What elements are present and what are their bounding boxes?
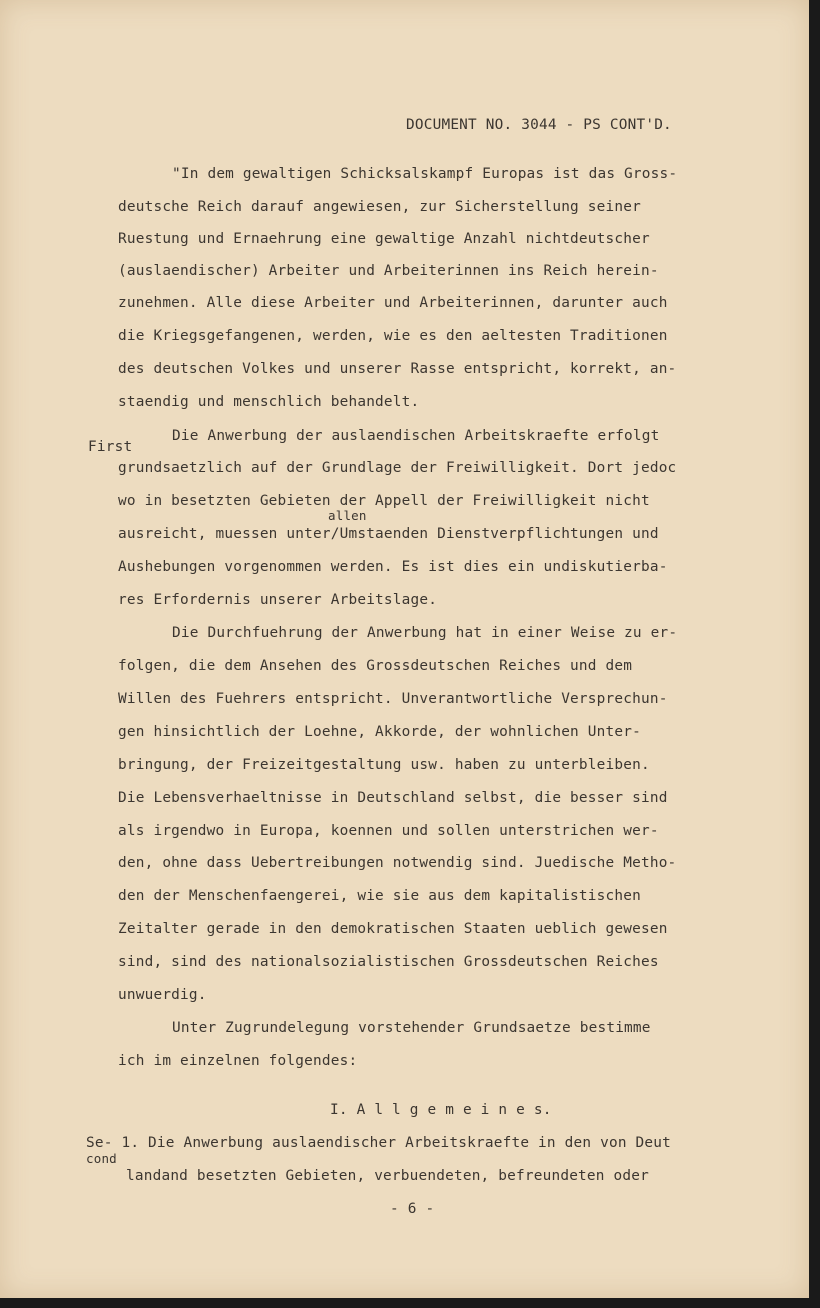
paragraph-2-line: Die Anwerbung der auslaendischen Arbeitskraefte erfolgt	[172, 428, 660, 444]
paragraph-2-line: grundsaetzlich auf der Grundlage der Freiwilligkeit. Dort jedoc	[118, 460, 677, 476]
paragraph-4-line: ich im einzelnen folgendes:	[118, 1053, 358, 1069]
paragraph-3-line: als irgendwo in Europa, koennen und sollen unterstrichen wer-	[118, 823, 659, 839]
paragraph-1-line: staendig und menschlich behandelt.	[118, 394, 420, 410]
scan-border-right	[809, 0, 820, 1308]
paragraph-3-line: den der Menschenfaengerei, wie sie aus dem kapitalistischen	[118, 888, 641, 904]
paragraph-1-line: "In dem gewaltigen Schicksalskampf Europas ist das Gross-	[172, 166, 678, 182]
item-1-line: landand besetzten Gebieten, verbuendeten, befreundeten oder	[126, 1168, 649, 1184]
paragraph-3-line: sind, sind des nationalsozialistischen Grossdeutschen Reiches	[118, 954, 659, 970]
paragraph-2-line: wo in besetzten Gebieten der Appell der Freiwilligkeit nicht	[118, 493, 650, 509]
paragraph-3-line: bringung, der Freizeitgestaltung usw. haben zu unterbleiben.	[118, 757, 650, 773]
paragraph-2-line: Aushebungen vorgenommen werden. Es ist dies ein undiskutierba-	[118, 559, 668, 575]
paragraph-1-line: Ruestung und Ernaehrung eine gewaltige Anzahl nichtdeutscher	[118, 231, 650, 247]
paragraph-1-line: (auslaendischer) Arbeiter und Arbeiterinnen ins Reich herein-	[118, 263, 659, 279]
section-heading: I. A l l g e m e i n e s.	[330, 1102, 552, 1118]
scan-border-bottom	[0, 1298, 820, 1308]
paragraph-3-line: Die Lebensverhaeltnisse in Deutschland selbst, die besser sind	[118, 790, 668, 806]
paragraph-1-line: die Kriegsgefangenen, werden, wie es den aeltesten Traditionen	[118, 328, 668, 344]
document-header: DOCUMENT NO. 3044 - PS CONT'D.	[406, 117, 672, 133]
paragraph-3-line: Zeitalter gerade in den demokratischen Staaten ueblich gewesen	[118, 921, 668, 937]
insertion-allen: allen	[328, 508, 367, 523]
paragraph-3-line: den, ohne dass Uebertreibungen notwendig sind. Juedische Metho-	[118, 855, 677, 871]
paragraph-3-line: Willen des Fuehrers entspricht. Unverantwortliche Versprechun-	[118, 691, 668, 707]
paragraph-2-line: ausreicht, muessen unter/Umstaenden Dienstverpflichtungen und	[118, 526, 659, 542]
paragraph-1-line: deutsche Reich darauf angewiesen, zur Sicherstellung seiner	[118, 199, 641, 215]
paragraph-1-line: des deutschen Volkes und unserer Rasse entspricht, korrekt, an-	[118, 361, 677, 377]
paragraph-3-line: gen hinsichtlich der Loehne, Akkorde, der wohnlichen Unter-	[118, 724, 641, 740]
paragraph-3-line: Die Durchfuehrung der Anwerbung hat in einer Weise zu er-	[172, 625, 678, 641]
margin-note-first: First	[88, 439, 133, 455]
item-1-margin-note: cond	[86, 1151, 117, 1166]
item-1-line: Se- 1. Die Anwerbung auslaendischer Arbeitskraefte in den von Deut	[86, 1135, 672, 1151]
page-number: - 6 -	[390, 1201, 435, 1217]
paragraph-3-line: unwuerdig.	[118, 987, 207, 1003]
paragraph-3-line: folgen, die dem Ansehen des Grossdeutschen Reiches und dem	[118, 658, 633, 674]
paragraph-1-line: zunehmen. Alle diese Arbeiter und Arbeiterinnen, darunter auch	[118, 295, 668, 311]
paragraph-4-line: Unter Zugrundelegung vorstehender Grundsaetze bestimme	[172, 1020, 651, 1036]
paragraph-2-line: res Erfordernis unserer Arbeitslage.	[118, 592, 438, 608]
